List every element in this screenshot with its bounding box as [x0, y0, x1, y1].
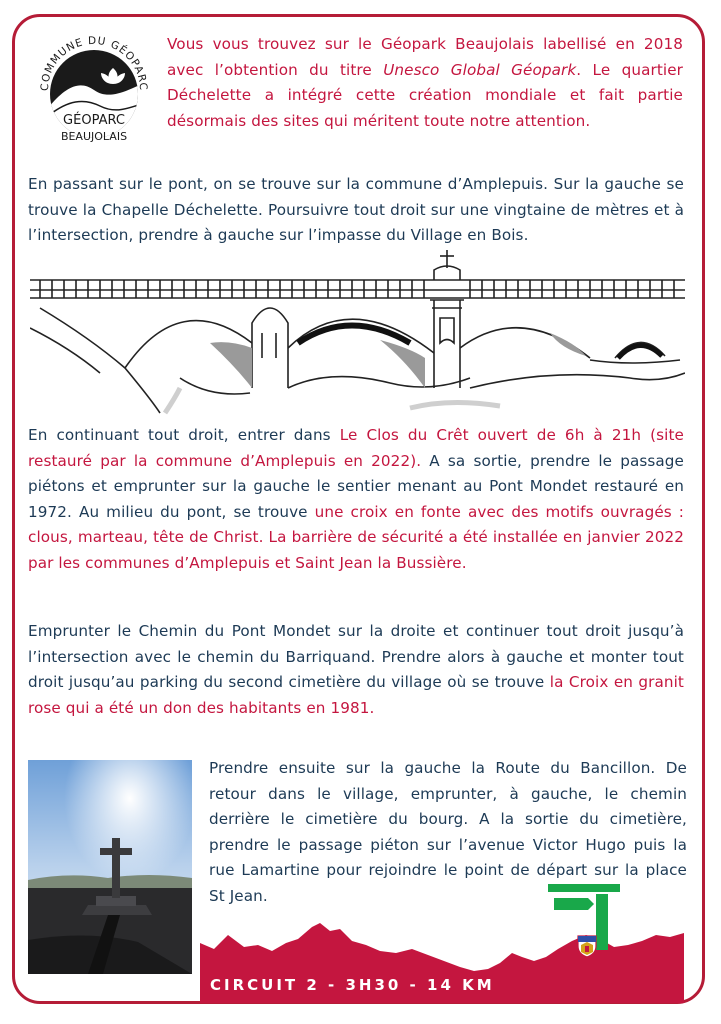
bridge-illustration [30, 248, 685, 418]
circuit-label: CIRCUIT 2 - 3H30 - 14 KM [210, 976, 495, 994]
cross-photo [28, 760, 192, 974]
p2-text-d: une croix en fonte avec des motifs ouvragés : clous, marteau, tête de Christ. La barrière de sécurité a été installée en janvier 2022 par les communes d’Amplepuis et Saint Jean la Bussière. [28, 502, 684, 572]
logo-line1: GÉOPARC [63, 113, 125, 128]
logo-line2: BEAUJOLAIS [60, 130, 128, 143]
coat-of-arms-icon [576, 934, 598, 958]
paragraph-bancillon: Prendre ensuite sur la gauche la Route du Bancillon. De retour dans le village, emprunter, à gauche, le chemin derrière le cimetière du bourg. A la sortie du cimetière, prendre le passage piéton sur l’avenue Victor Hugo puis la rue Lamartine pour rejoindre le point de départ sur la place St Jean. [209, 759, 687, 905]
logo-arc-text: COMMUNE DU GÉOPARC [38, 34, 150, 92]
p2-text-a: En continuant tout droit, entrer dans [28, 426, 340, 444]
intro-text-unesco: Unesco Global Géopark [383, 60, 577, 79]
paragraph-clos-du-cret [28, 423, 684, 576]
intro-text-3: . Le quartier Déchelette a intégré cette création mondiale et fait partie désormais des sites qui méritent toute notre attention. [167, 60, 683, 130]
p3-text-b: la Croix en granit rose qui a été un don des habitants en 1981. [28, 673, 684, 717]
p2-text-c: A sa sortie, prendre le passage piétons et emprunter sur la gauche le sentier menant au Pont Mondet restauré en 1972. Au milieu du pont, se trouve [28, 451, 684, 521]
p3-text-a: Emprunter le Chemin du Pont Mondet sur la droite et continuer tout droit jusqu’à l’intersection avec le chemin du Barriquand. Prendre alors à gauche et monter tout droit jusqu’au parking du second cimetière du village où se trouve [28, 622, 684, 691]
intro-paragraph [167, 32, 683, 134]
paragraph-pont-mondet [28, 619, 684, 721]
intro-text-1: Vous vous trouvez sur le Géopark Beaujolais labellisé en 2018 avec l’obtention du titre [167, 35, 683, 79]
geoparc-logo [28, 24, 160, 156]
p2-text-b: Le Clos du Crêt ouvert de 6h à 21h (site restauré par la commune d’Amplepuis en 2022). [28, 426, 684, 470]
paragraph-pont: En passant sur le pont, on se trouve sur la commune d’Amplepuis. Sur la gauche se trouve la Chapelle Déchelette. Poursuivre tout droit sur une vingtaine de mètres et à l’intersection, prendre à gauche sur l’impasse du Village en Bois. [28, 175, 684, 244]
